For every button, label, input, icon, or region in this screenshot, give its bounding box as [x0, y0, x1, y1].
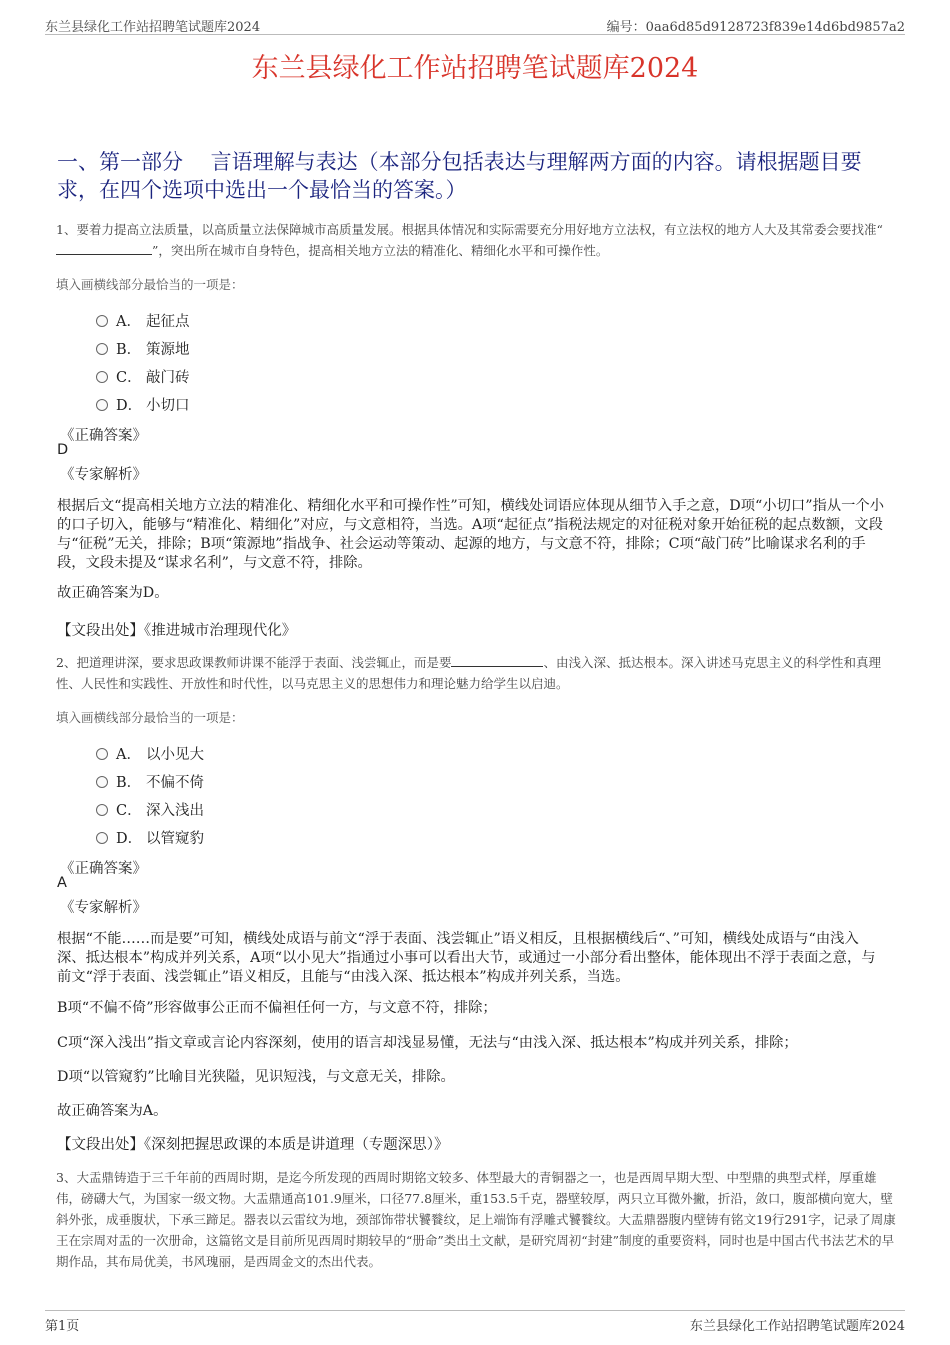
question-2-stem-start: 2、把道理讲深，要求思政课教师讲课不能浮于表面、浅尝辄止，而是要 [56, 655, 452, 670]
question-2-stem [56, 652, 896, 694]
option-text: 策源地 [146, 342, 190, 358]
option-letter: D． [116, 831, 143, 847]
question-2-option-d[interactable] [96, 827, 204, 847]
question-2-analysis-b: B项“不偏不倚”形容做事公正而不偏袒任何一方，与文意不符，排除； [57, 1000, 497, 1016]
option-letter: D． [116, 398, 143, 414]
option-text: 起征点 [146, 314, 190, 330]
question-2-option-a[interactable] [96, 743, 204, 763]
option-letter: A． [116, 747, 141, 763]
header-doc-id: 编号：0aa6d85d9128723f839e14d6bd9857a2 [606, 20, 905, 35]
question-2-hint: 填入画横线部分最恰当的一项是： [56, 710, 244, 725]
radio-icon[interactable] [96, 804, 108, 816]
question-1-answer: D [57, 442, 69, 458]
option-letter: B． [116, 342, 142, 358]
question-2-analysis-c: C项“深入浅出”指文章或言论内容深刻，使用的语言却浅显易懂，无法与“由浅入深、抵达根本”构成并列关系，排除； [57, 1035, 798, 1051]
question-2-analysis-label: 《专家解析》 [60, 900, 147, 916]
page-header [45, 14, 905, 35]
option-text: 以小见大 [146, 747, 204, 763]
question-2-blank [451, 654, 543, 667]
radio-icon[interactable] [96, 315, 108, 327]
page-footer [45, 1310, 905, 1333]
option-text: 小切口 [146, 398, 190, 414]
question-2-analysis: 根据“不能……而是要”可知，横线处成语与前文“浮于表面、浅尝辄止”语义相反，且根据横线后“、”可知，横线处成语与“由浅入深、抵达根本”构成并列关系，A项“以小见大”指通过小事可以看出大节，或通过一小部分看出整体，能体现出不浮于表面之意，与前文“浮于表面、浅尝辄止”语义相反，且能与“由浅入深、抵达根本”构成并列关系，当选。 [57, 931, 876, 985]
question-1-stem-end: ”，突出所在城市自身特色，提高相关地方立法的精准化、精细化水平和可操作性。 [152, 243, 609, 258]
question-1-option-c[interactable] [96, 366, 190, 386]
option-letter: B． [116, 775, 142, 791]
question-1-conclusion: 故正确答案为D。 [57, 585, 169, 601]
question-2-option-b[interactable] [96, 771, 204, 791]
question-2-answer-label: 《正确答案》 [60, 861, 147, 877]
section-heading: 一、第一部分 言语理解与表达（本部分包括表达与理解两方面的内容。请根据题目要求，在四个选项中选出一个最恰当的答案。） [57, 150, 862, 202]
question-2-source: 【文段出处】《深刻把握思政课的本质是讲道理（专题深思）》 [57, 1137, 449, 1153]
question-1-hint: 填入画横线部分最恰当的一项是： [56, 277, 244, 292]
page-number: 第1页 [45, 1319, 80, 1334]
option-letter: A． [116, 314, 141, 330]
option-text: 深入浅出 [146, 803, 204, 819]
header-doc-title: 东兰县绿化工作站招聘笔试题库2024 [45, 20, 261, 35]
question-1-blank [56, 242, 152, 255]
question-1-option-b[interactable] [96, 338, 190, 358]
question-1-analysis: 根据后文“提高相关地方立法的精准化、精细化水平和可操作性”可知，横线处词语应体现从细节入手之意，D项“小切口”指从一个小的口子切入，能够与“精准化、精细化”对应，与文意相符，当选。A项“起征点”指税法规定的对征税对象开始征税的起点数额，文段与“征税”无关，排除；B项“策源地”指战争、社会运动等策动、起源的地方，与文意不符，排除；C项“敲门砖”比喻谋求名利的手段，文段未提及“谋求名利”，与文意不符，排除。 [57, 498, 885, 571]
question-2-conclusion: 故正确答案为A。 [57, 1103, 168, 1119]
option-text: 不偏不倚 [146, 775, 204, 791]
page-title: 东兰县绿化工作站招聘笔试题库2024 [251, 53, 699, 84]
radio-icon[interactable] [96, 776, 108, 788]
question-1-stem [56, 219, 896, 261]
option-letter: C． [116, 370, 142, 386]
radio-icon[interactable] [96, 832, 108, 844]
question-2-answer: A [57, 875, 67, 891]
question-1-option-d[interactable] [96, 394, 190, 414]
question-2-analysis-d: D项“以管窥豹”比喻目光狭隘，见识短浅，与文意无关，排除。 [57, 1069, 455, 1085]
footer-doc-title: 东兰县绿化工作站招聘笔试题库2024 [689, 1319, 905, 1334]
question-1-stem-start: 1、要着力提高立法质量，以高质量立法保障城市高质量发展。根据具体情况和实际需要充分用好地方立法权，有立法权的地方人大及其常委会要找准“ [56, 222, 883, 237]
question-2-option-c[interactable] [96, 799, 204, 819]
option-text: 以管窥豹 [146, 831, 204, 847]
question-2-stem-end: 、由浅入深、抵达根本。深入讲述马克思主义的科学性和真理性、人民性和实践性、开放性和时代性，以马克思主义的思想伟力和理论魅力给学生以启迪。 [56, 655, 881, 691]
radio-icon[interactable] [96, 371, 108, 383]
question-1-analysis-label: 《专家解析》 [60, 467, 147, 483]
option-text: 敲门砖 [146, 370, 190, 386]
question-1-source: 【文段出处】《推进城市治理现代化》 [57, 623, 297, 639]
question-3-stem: 3、大盂鼎铸造于三千年前的西周时期，是迄今所发现的西周时期铭文较多、体型最大的青铜器之一，也是西周早期大型、中型鼎的典型式样，厚重雄伟，磅礴大气，为国家一级文物。大盂鼎通高101.9厘米，口径77.8厘米，重153.5千克，器壁较厚，两只立耳微外撇，折沿，敛口，腹部横向宽大，壁斜外张，成垂腹状，下承三蹄足。器表以云雷纹为地，颈部饰带状饕餮纹，足上端饰有浮雕式饕餮纹。大盂鼎器腹内壁铸有铭文19行291字，记录了周康王在宗周对盂的一次册命，这篇铭文是目前所见西周时期较早的“册命”类出土文献，是研究周初“封建”制度的重要资料，同时也是中国古代书法艺术的早期作品，其布局优美，书风瑰丽，是西周金文的杰出代表。 [56, 1170, 896, 1269]
radio-icon[interactable] [96, 748, 108, 760]
radio-icon[interactable] [96, 343, 108, 355]
question-1-option-a[interactable] [96, 310, 190, 330]
radio-icon[interactable] [96, 399, 108, 411]
question-1-answer-label: 《正确答案》 [60, 428, 147, 444]
option-letter: C． [116, 803, 142, 819]
